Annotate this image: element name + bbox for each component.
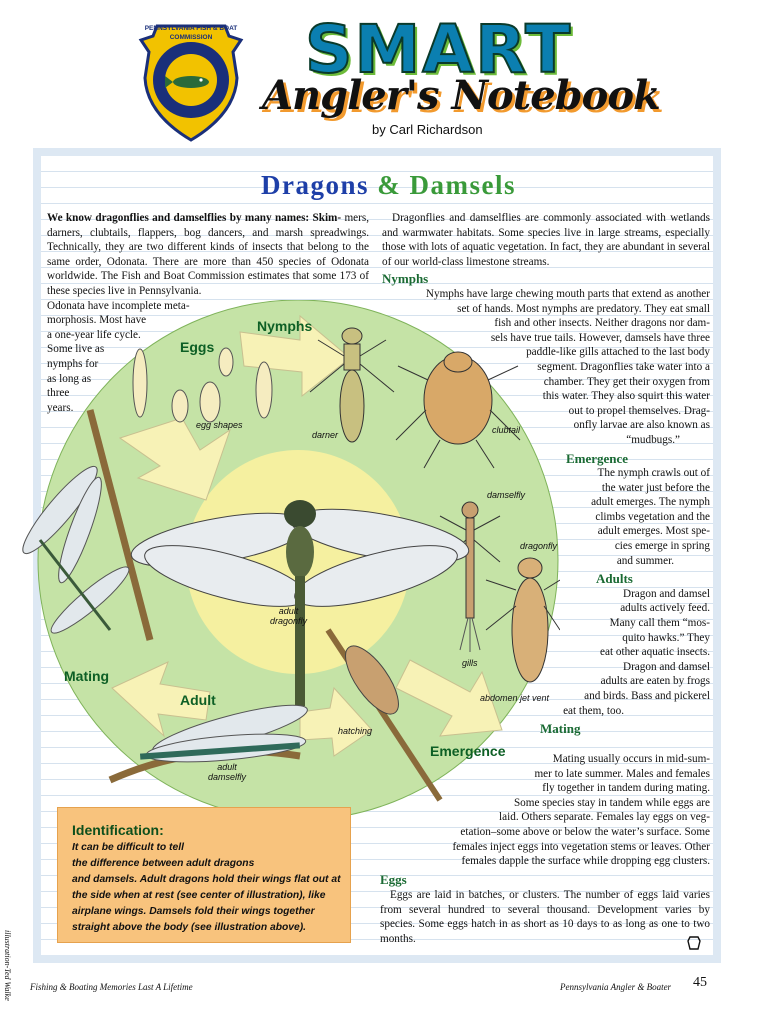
heading-emergence: Emergence xyxy=(566,450,629,466)
label-darner: darner xyxy=(312,430,339,440)
footer-magazine: Pennsylvania Angler & Boater xyxy=(560,982,672,992)
intro-lead: We know dragonflies and damselflies by many names: Skim- xyxy=(47,212,342,224)
identification-title: Identification: xyxy=(72,822,164,838)
intro-line: Some live as xyxy=(47,343,105,356)
eggs-section xyxy=(380,872,710,946)
adults-text: Dragon and damsel adults actively feed. Many call them “mos- quito hawks.” They eat other aquatic insects. Dragon and damsel adults are eaten by frogs and birds. Bass and pickerel eat them, too. xyxy=(563,587,710,717)
heading-mating: Mating xyxy=(540,721,581,737)
footer-tagline: Fishing & Boating Memories Last A Lifetime xyxy=(30,982,193,992)
label-adult-damselfly: adult damselfly xyxy=(208,762,247,782)
brand-anglers-notebook: Angler's Notebook xyxy=(262,72,660,119)
illustration-credit: illustration-Ted Walke xyxy=(3,930,12,1001)
title-ampersand: & xyxy=(377,170,402,200)
identification-box xyxy=(57,807,351,943)
col2-intro: Dragonflies and damselflies are commonly associated with wetlands and warmwater habitats. Some species live in large streams, especially those with lots of aquatic vegetation. In fact, they are abundant in several of our world-class limestone streams. xyxy=(382,212,710,268)
stage-adult: Adult xyxy=(180,692,216,708)
label-abdomen-jet-vent: abdomen jet vent xyxy=(480,693,550,703)
label-dragonfly: dragonfly xyxy=(520,541,558,551)
intro-line: Odonata have incomplete meta- xyxy=(47,299,190,312)
heading-adults: Adults xyxy=(596,571,633,587)
label-hatching: hatching xyxy=(338,726,373,736)
intro-line: three xyxy=(47,387,70,400)
seal-text: PENNSYLVANIA FISH & BOAT COMMISSION xyxy=(144,25,238,41)
eggs-text: Eggs are laid in batches, or clusters. The number of eggs laid varies from several hundred to several thousand. Development varies by species. Some eggs hatch in as short as 10 days to as long as one to two months. xyxy=(380,889,710,945)
page-number: 45 xyxy=(693,975,707,990)
nymphs-text: Nymphs have large chewing mouth parts that extend as another set of hands. Most nymphs are predatory. They eat small fish and other insects. Neither dragons nor dam- sels have true tails. However, damsels have three paddle-like gills attached to the last body segment. Dragonflies take water into a chamber. They get their oxygen from this water. They also squirt this water out to propel themselves. Drag- onfly larvae are also known as “mudbugs.” xyxy=(425,287,710,446)
label-egg-shapes: egg shapes xyxy=(196,420,243,430)
heading-eggs: Eggs xyxy=(380,872,407,887)
label-gills: gills xyxy=(462,658,478,668)
byline: by Carl Richardson xyxy=(372,122,483,137)
intro-line: as long as xyxy=(47,372,92,385)
right-column xyxy=(382,211,710,737)
mating-text: Mating usually occurs in mid-sum- mer to late summer. Males and females fly together in tandem during mating. Some species stay in tandem while eggs are laid. Others separate. Females lay eggs on veg- etation–some above or below the water’s surface. Some females inject eggs into vegetation stems or leaves. Other females dapple the surface while dropping egg clusters. xyxy=(452,753,710,868)
identification-text: It can be difficult to tell the difference between adult dragons and damsels. Adult dragons hold their wings flat out at the side when at rest (see center of illustration), like airplane wings. Damsels fold their wings together straight above the body (see illustration above). xyxy=(72,842,341,933)
end-mark-icon xyxy=(687,936,701,950)
label-adult-dragonfly: adult dragonfly xyxy=(270,606,308,626)
article-title xyxy=(0,170,777,201)
intro-text xyxy=(47,211,369,415)
stage-nymphs: Nymphs xyxy=(257,318,313,334)
label-damselfly: damselfly xyxy=(487,490,526,500)
brand-smart: SMART xyxy=(305,11,573,88)
heading-nymphs: Nymphs xyxy=(382,271,429,287)
title-damsels: Damsels xyxy=(409,170,516,200)
intro-line: nymphs for xyxy=(47,357,99,370)
stage-mating: Mating xyxy=(64,668,110,684)
stage-emergence: Emergence xyxy=(430,743,506,759)
intro-body: mers, darners, clubtails, flappers, bog dancers, and marsh spreadwings. Technically, they are two different kinds of insects that belong to the same order, Odonata. There are more than 450 species of Odonata worldwide. The Fish and Boat Commission estimates that some 173 of these species live in Pennsylvania. xyxy=(47,212,369,297)
emergence-text: The nymph crawls out of the water just before the adult emerges. The nymph climbs vegetation and the adult emerges. Most spe- cies emerge in spring and summer. xyxy=(591,467,710,567)
intro-line: morphosis. Most have xyxy=(47,314,147,327)
title-dragons: Dragons xyxy=(260,170,369,200)
intro-line: years. xyxy=(47,401,74,414)
label-clubtail: clubtail xyxy=(492,425,521,435)
intro-line: a one-year life cycle. xyxy=(47,328,141,341)
stage-eggs: Eggs xyxy=(180,339,215,355)
